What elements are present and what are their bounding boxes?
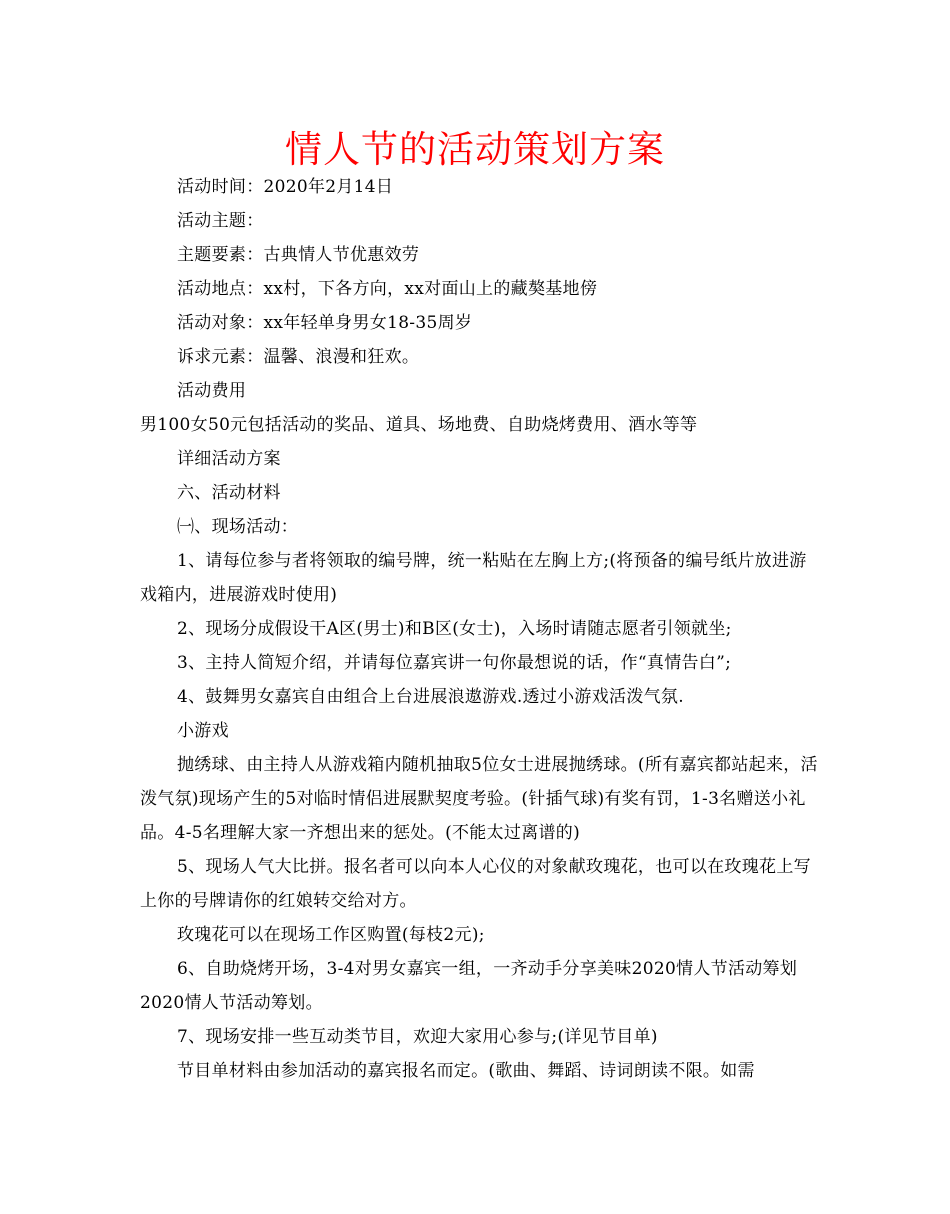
- paragraph-item-5: 5、现场人气大比拼。报名者可以向本人心仪的对象献玫瑰花，也可以在玫瑰花上写上你的号牌请你的红娘转交给对方。: [140, 857, 811, 911]
- paragraph-target-audience: 活动对象：xx年轻单身男女18-35周岁: [177, 313, 473, 333]
- paragraph-mini-game-details: 抛绣球、由主持人从游戏箱内随机抽取5位女士进展抛绣球。(所有嘉宾都站起来，活泼气氛)现场产生的5对临时情侣进展默契度考验。(针插气球)有奖有罚，1-3名赠送小礼品。4-5名理解大家一齐想出来的惩处。(不能太过离谱的): [140, 755, 818, 843]
- paragraph-plan-heading: 详细活动方案: [177, 449, 281, 469]
- paragraph-cost-details: 男100女50元包括活动的奖品、道具、场地费、自助烧烤费用、酒水等等: [140, 415, 698, 435]
- paragraph-appeal-elements: 诉求元素：温馨、浪漫和狂欢。: [177, 347, 420, 367]
- paragraph-program-list: 节目单材料由参加活动的嘉宾报名而定。(歌曲、舞蹈、诗词朗读不限。如需: [177, 1061, 755, 1081]
- paragraph-activity-time: 活动时间：2020年2月14日: [177, 177, 394, 197]
- paragraph-cost-heading: 活动费用: [177, 381, 247, 401]
- paragraph-section-six: 六、活动材料: [177, 483, 281, 503]
- document-body: [140, 170, 820, 1088]
- paragraph-item-6: 6、自助烧烤开场，3-4对男女嘉宾一组，一齐动手分享美味2020情人节活动筹划2020情人节活动筹划。: [140, 959, 798, 1013]
- paragraph-onsite-activities: ㈠、现场活动：: [177, 517, 299, 537]
- paragraph-theme-elements: 主题要素：古典情人节优惠效劳: [177, 245, 420, 265]
- paragraph-rose-purchase: 玫瑰花可以在现场工作区购置(每枝2元);: [177, 925, 485, 945]
- paragraph-item-4: 4、鼓舞男女嘉宾自由组合上台进展浪遨游戏.透过小游戏活泼气氛.: [177, 687, 684, 707]
- paragraph-mini-game-heading: 小游戏: [177, 721, 229, 741]
- paragraph-item-3: 3、主持人简短介绍，并请每位嘉宾讲一句你最想说的话，作“真情告白”;: [177, 653, 732, 673]
- document-title: 情人节的活动策划方案: [285, 128, 665, 171]
- paragraph-item-2: 2、现场分成假设干A区(男士)和B区(女士)，入场时请随志愿者引领就坐;: [177, 619, 732, 639]
- paragraph-activity-theme: 活动主题：: [177, 211, 264, 231]
- paragraph-item-1: 1、请每位参与者将领取的编号牌，统一粘贴在左胸上方;(将预备的编号纸片放进游戏箱内，进展游戏时使用): [140, 551, 807, 605]
- paragraph-item-7: 7、现场安排一些互动类节目，欢迎大家用心参与;(详见节目单): [177, 1027, 658, 1047]
- paragraph-activity-location: 活动地点：xx村，下各方向，xx对面山上的藏獒基地傍: [177, 279, 598, 299]
